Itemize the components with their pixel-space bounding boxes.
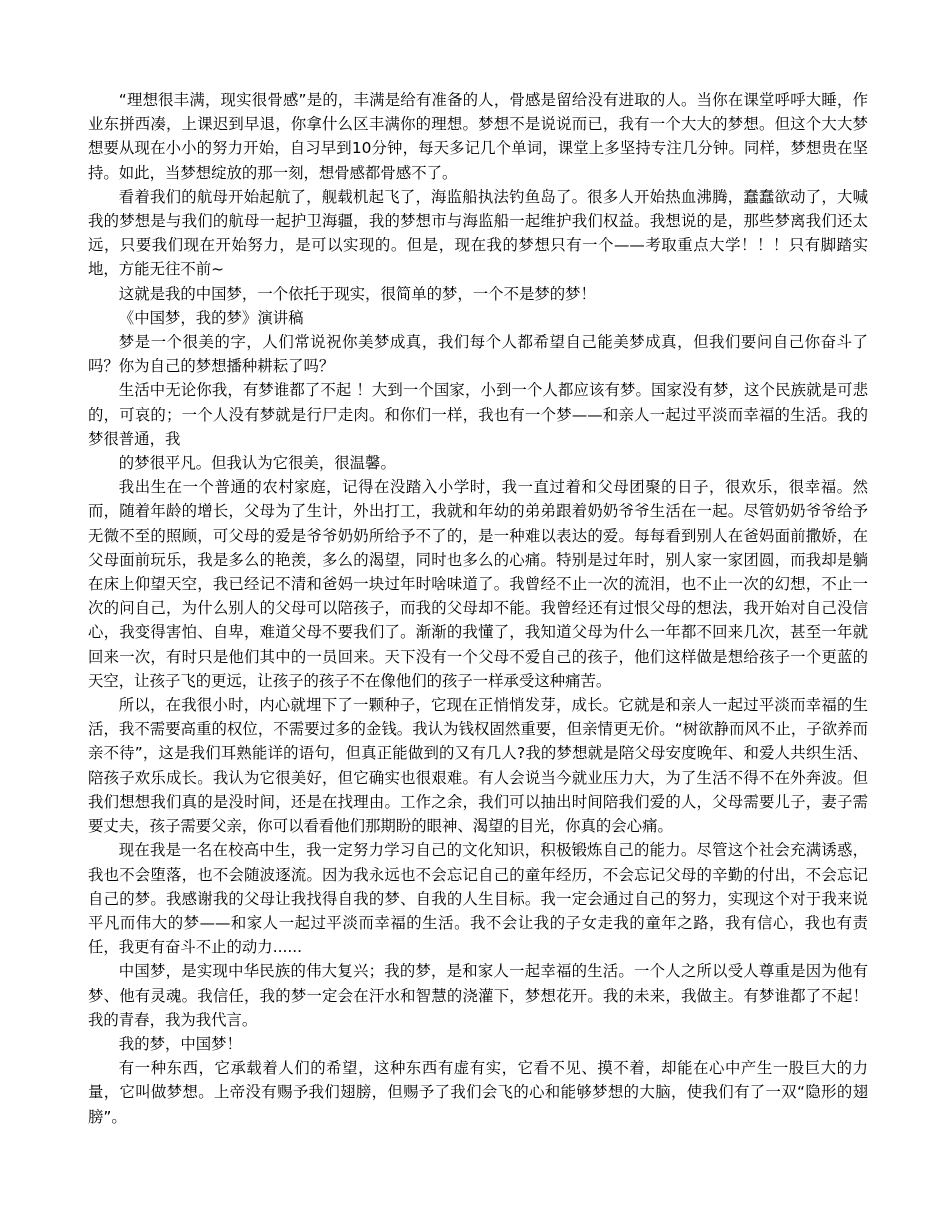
paragraph-2: 看着我们的航母开始起航了，舰载机起飞了，海监船执法钓鱼岛了。很多人开始热血沸腾，蠢蠢欲动了，大喊我的梦想是与我们的航母一起护卫海疆，我的梦想市与海监船一起维护我们权益。我想说的是，那些梦离我们还太远，只要我们现在开始努力，是可以实现的。但是，现在我的梦想只有一个——考取重点大学！！！只有脚踏实地，方能无往不前~ (88, 187, 868, 279)
paragraph-7: 的梦很平凡。但我认为它很美，很温馨。 (118, 454, 396, 473)
paragraph-1: “理想很丰满，现实很骨感”是的，丰满是给有准备的人，骨感是留给没有进取的人。当你在课堂呼呼大睡，作业东拼西凑，上课迟到早退，你拿什么区丰满你的理想。梦想不是说说而已，我有一个大大的梦想。但这个大大梦想要从现在小小的努力开始，自习早到10分钟，每天多记几个单词，课堂上多坚持专注几分钟。同样，梦想贵在坚持。如此，当梦想绽放的那一刻，想骨感都骨感不了。 (88, 91, 868, 182)
paragraph-13: 有一种东西，它承载着人们的希望，这种东西有虚有实，它看不见、摸不着，却能在心中产生一股巨大的力量，它叫做梦想。上帝没有赐予我们翅膀，但赐予了我们会飞的心和能够梦想的大脑，使我们有了一双“隐形的翅膀”。 (88, 1059, 868, 1126)
paragraph-5: 梦是一个很美的字，人们常说祝你美梦成真，我们每个人都希望自己能美梦成真，但我们要问自己你奋斗了吗？你为自己的梦想播种耕耘了吗？ (88, 333, 868, 376)
paragraph-8: 我出生在一个普通的农村家庭，记得在没踏入小学时，我一直过着和父母团聚的日子，很欢乐，很幸福。然而，随着年龄的增长，父母为了生计，外出打工，我就和年幼的弟弟跟着奶奶爷爷生活在一起。尽管奶奶爷爷给予无微不至的照顾，可父母的爱是爷爷奶奶所给予不了的，是一种难以表达的爱。每每看到别人在爸妈面前撒娇，在父母面前玩乐，我是多么的艳羡，多么的渴望，同时也多么的心痛。特别是过年时，别人家一家团圆，而我却是躺在床上仰望天空，我已经记不清和爸妈一块过年时啥味道了。我曾经不止一次的流泪，也不止一次的幻想，不止一次的问自己，为什么别人的父母可以陪孩子，而我的父母却不能。我曾经还有过恨父母的想法，我开始对自己没信心，我变得害怕、自卑，难道父母不要我们了。渐渐的我懂了，我知道父母为什么一年都不回来几次，甚至一年就回来一次，有时只是他们其中的一员回来。天下没有一个父母不爱自己的孩子，他们这样做是想给孩子一个更蓝的天空，让孩子飞的更远，让孩子的孩子不在像他们的孩子一样承受这种痛苦。 (88, 478, 868, 690)
document-page (88, 88, 868, 1129)
paragraph-10: 现在我是一名在校高中生，我一定努力学习自己的文化知识，积极锻炼自己的能力。尽管这个社会充满诱惑，我也不会堕落，也不会随波逐流。因为我永远也不会忘记自己的童年经历，不会忘记父母的辛勤的付出，不会忘记自己的梦。我感谢我的父母让我找得自我的梦、自我的人生目标。我一定会通过自己的努力，实现这个对于我来说平凡而伟大的梦——和家人一起过平淡而幸福的生活。我不会让我的子女走我的童年之路，我有信心，我也有责任，我更有奋斗不止的动力...... (88, 841, 868, 957)
paragraph-3: 这就是我的中国梦，一个依托于现实，很简单的梦，一个不是梦的梦！ (118, 284, 596, 303)
paragraph-12: 我的梦，中国梦！ (118, 1034, 242, 1053)
paragraph-11: 中国梦，是实现中华民族的伟大复兴；我的梦，是和家人一起幸福的生活。一个人之所以受人尊重是因为他有梦、他有灵魂。我信任，我的梦一定会在汗水和智慧的浇灌下，梦想花开。我的未来，我做主。有梦谁都了不起！我的青春，我为我代言。 (88, 962, 868, 1029)
speech-title: 《中国梦，我的梦》演讲稿 (118, 308, 304, 327)
paragraph-6: 生活中无论你我，有梦谁都了不起 ！大到一个国家，小到一个人都应该有梦。国家没有梦，这个民族就是可悲的，可哀的；一个人没有梦就是行尸走肉。和你们一样，我也有一个梦——和亲人一起过平淡而幸福的生活。我的梦很普通，我 (88, 381, 868, 448)
paragraph-9: 所以，在我很小时，内心就埋下了一颗种子，它现在正悄悄发芽，成长。它就是和亲人一起过平淡而幸福的生活，我不需要高重的权位，不需要过多的金钱。我认为钱权固然重要，但亲情更无价。“树欲静而风不止，子欲养而亲不待”，这是我们耳熟能详的语句，但真正能做到的又有几人?我的梦想就是陪父母安度晚年、和爱人共织生活、陪孩子欢乐成长。我认为它很美好，但它确实也很艰难。有人会说当今就业压力大，为了生活不得不在外奔波。但我们想想我们真的是没时间，还是在找理由。工作之余，我们可以抽出时间陪我们爱的人，父母需要儿子，妻子需要丈夫，孩子需要父亲，你可以看看他们那期盼的眼神、渴望的目光，你真的会心痛。 (88, 696, 868, 836)
